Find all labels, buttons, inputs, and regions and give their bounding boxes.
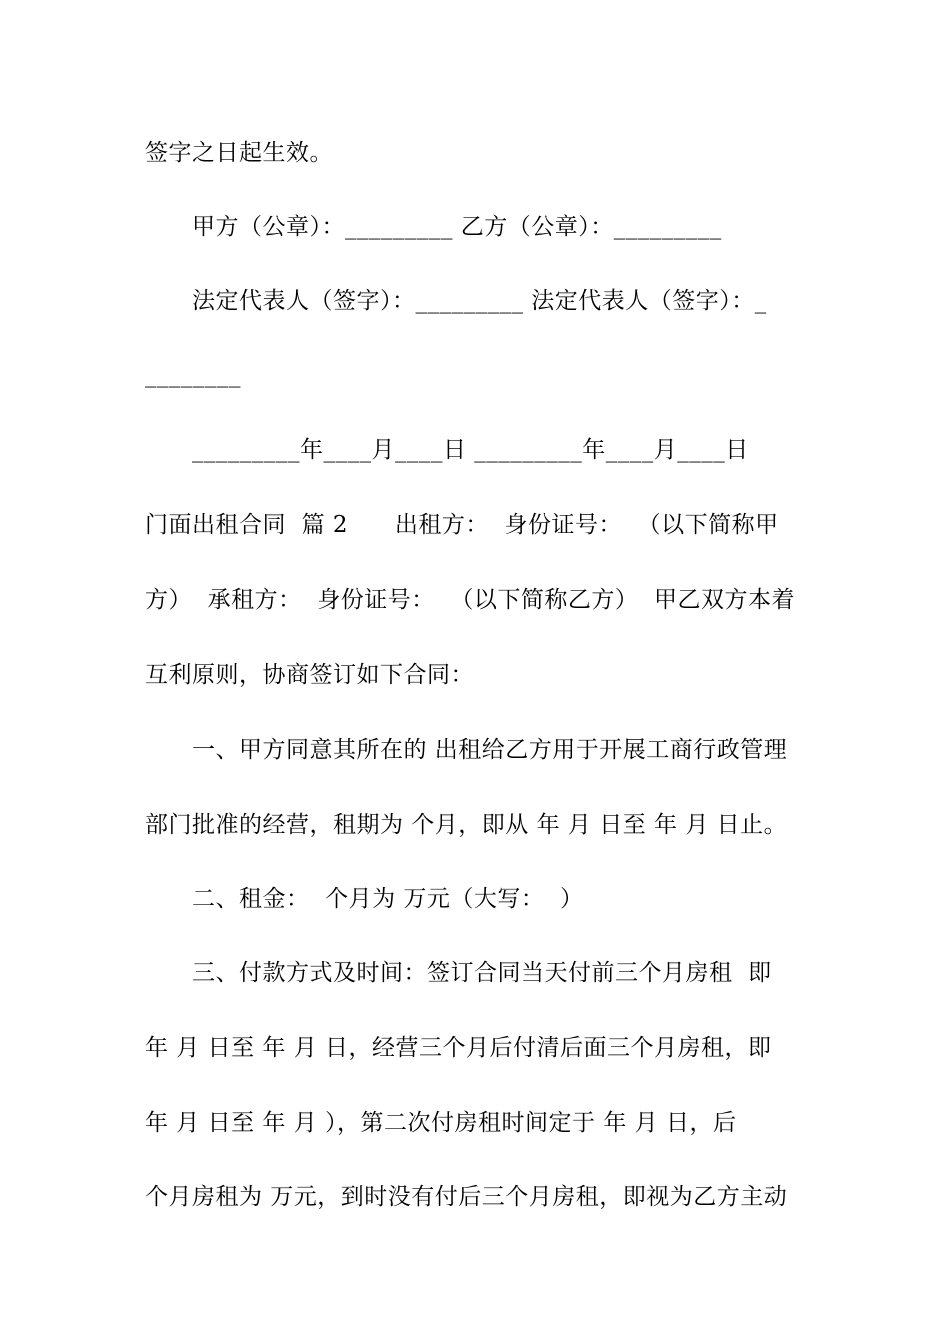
second-payment-line: 年 月 日至 年 月 ），第二次付房租时间定于 年 月 日，后	[145, 1110, 737, 1136]
company-seal-signature-line: 甲方（公章）：_________ 乙方（公章）：_________	[192, 214, 722, 240]
date-line: _________年____月____日 _________年____月____日	[192, 437, 749, 463]
clause-two-rent-line: 二、租金： 个月为 万元（大写： ）	[192, 886, 584, 912]
principle-line: 互利原则，协商签订如下合同：	[145, 662, 474, 688]
payment-period-line: 年 月 日至 年 月 日，经营三个月后付清后面三个月房租，即	[145, 1035, 772, 1061]
legal-representative-signature-line: 法定代表人（签字）：_________ 法定代表人（签字）：_	[192, 288, 767, 314]
clause-one-line: 一、甲方同意其所在的 出租给乙方用于开展工商行政管理	[192, 737, 788, 763]
clause-one-continuation-line: 部门批准的经营，租期为 个月，即从 年 月 日至 年 月 日止。	[145, 812, 788, 838]
clause-three-payment-line: 三、付款方式及时间：签订合同当天付前三个月房租 即	[192, 960, 772, 986]
parties-line: 方） 承租方： 身份证号： （以下简称乙方） 甲乙双方本着	[145, 587, 795, 613]
contract-title-line: 门面出租合同 篇 2 出租方： 身份证号： （以下简称甲	[145, 512, 779, 538]
effective-clause-line: 签字之日起生效。	[145, 140, 333, 166]
signature-continuation-line: ________	[145, 362, 241, 388]
later-payment-line: 个月房租为 万元，到时没有付后三个月房租，即视为乙方主动	[145, 1184, 788, 1210]
